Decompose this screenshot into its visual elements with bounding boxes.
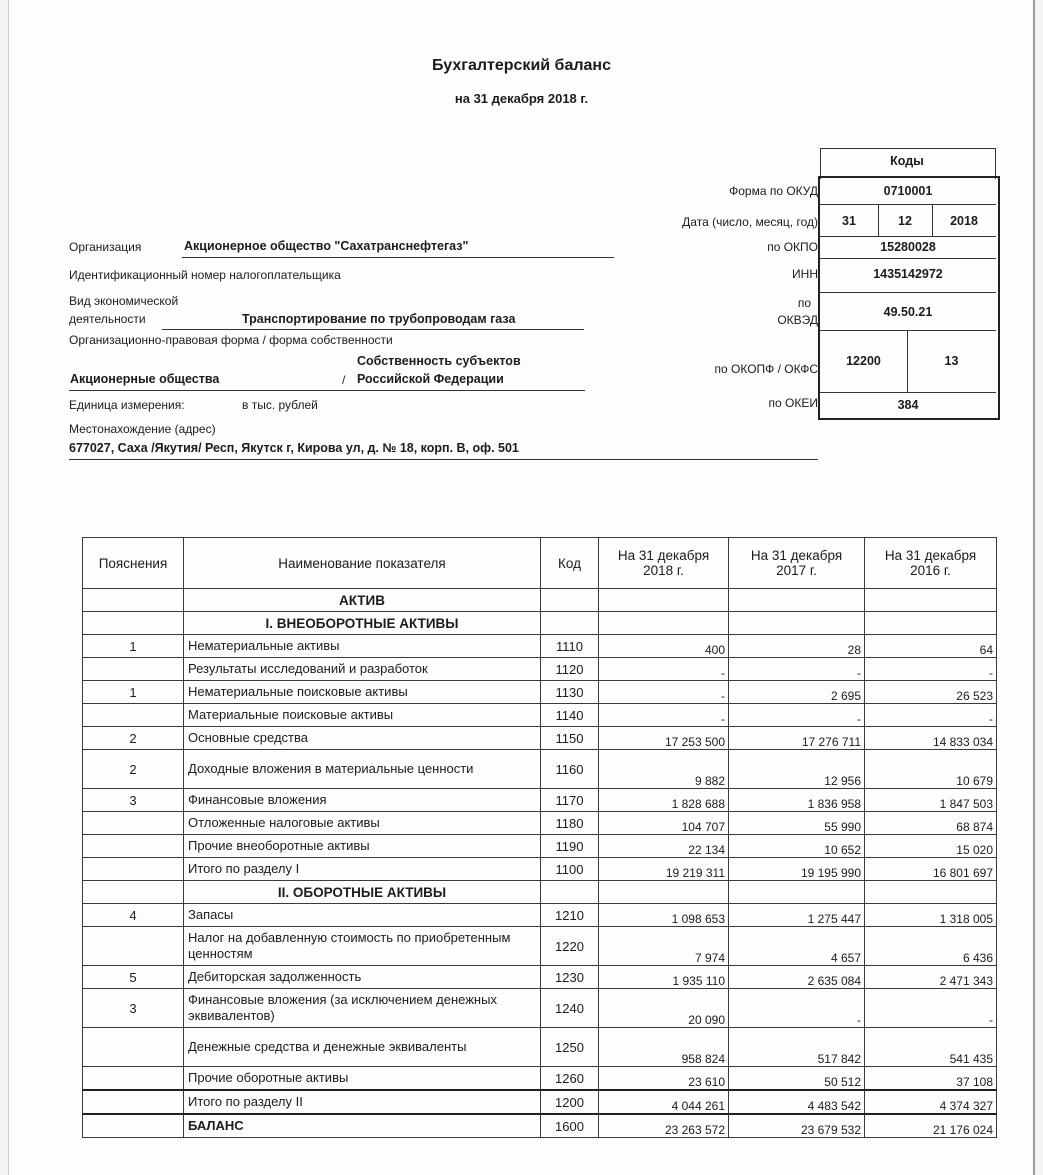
value-2016: - (865, 989, 997, 1028)
note-cell (83, 812, 184, 835)
indicator-name: Дебиторская задолженность (184, 966, 541, 989)
note-cell: 2 (83, 750, 184, 789)
table-row (83, 1028, 997, 1067)
value-2018: 23 610 (599, 1067, 729, 1091)
value-2018: 4 044 261 (599, 1090, 729, 1114)
value-2016: - (865, 658, 997, 681)
date-day: 31 (842, 214, 856, 228)
code-cell (541, 612, 599, 635)
value-2016: 4 374 327 (865, 1090, 997, 1114)
okved-value: 49.50.21 (883, 305, 933, 319)
code-cell: 1250 (541, 1028, 599, 1067)
indicator-name: Запасы (184, 904, 541, 927)
value-2017: 55 990 (729, 812, 865, 835)
table-row (83, 1114, 997, 1138)
section-row (83, 612, 997, 635)
value-2016 (865, 881, 997, 904)
note-cell (83, 835, 184, 858)
okpo-value: 15280028 (880, 240, 936, 254)
table-row (83, 750, 997, 789)
value-2017 (729, 589, 865, 612)
code-cell: 1110 (541, 635, 599, 658)
table-row (83, 858, 997, 881)
header-2016-text: 2016 г. (910, 563, 951, 578)
inn-label: Идентификационный номер налогоплательщика (69, 268, 341, 282)
value-2016: 15 020 (865, 835, 997, 858)
code-cell: 1140 (541, 704, 599, 727)
note-cell (83, 858, 184, 881)
indicator-name: БАЛАНС (184, 1114, 541, 1138)
value-2016: 64 (865, 635, 997, 658)
note-cell (83, 1028, 184, 1067)
inn-value: 1435142972 (873, 267, 943, 281)
note-cell: 5 (83, 966, 184, 989)
value-2018 (599, 589, 729, 612)
header-notes (83, 538, 184, 589)
header-notes-text: Пояснения (98, 555, 168, 571)
value-2018: 7 974 (599, 927, 729, 966)
section-row (83, 589, 997, 612)
note-cell (83, 927, 184, 966)
okfs-value: 13 (944, 354, 959, 368)
note-cell (83, 881, 184, 904)
code-cell: 1130 (541, 681, 599, 704)
address-value: 677027, Саха /Якутия/ Респ, Якутск г, Кирова ул, д. № 18, корп. В, оф. 501 (69, 441, 519, 455)
value-2017 (729, 612, 865, 635)
code-cell: 1180 (541, 812, 599, 835)
value-2016: 16 801 697 (865, 858, 997, 881)
indicator-name: Доходные вложения в материальные ценности (184, 750, 541, 789)
value-2018: 104 707 (599, 812, 729, 835)
table-row (83, 966, 997, 989)
value-2018: 400 (599, 635, 729, 658)
value-2017: - (729, 704, 865, 727)
value-2017: 12 956 (729, 750, 865, 789)
value-2018: 1 098 653 (599, 904, 729, 927)
value-2016: 541 435 (865, 1028, 997, 1067)
okved-label-2: ОКВЭД (777, 313, 818, 327)
value-2018: 19 219 311 (599, 858, 729, 881)
table-row (83, 704, 997, 727)
value-2018 (599, 881, 729, 904)
date-year: 2018 (950, 214, 978, 228)
value-2017: 50 512 (729, 1067, 865, 1091)
value-2016: 68 874 (865, 812, 997, 835)
legal-form-value: Акционерные общества (70, 372, 220, 386)
code-cell: 1150 (541, 727, 599, 750)
value-2016: 6 436 (865, 927, 997, 966)
value-2018: 1 828 688 (599, 789, 729, 812)
code-cell: 1160 (541, 750, 599, 789)
okpo-label: по ОКПО (767, 240, 818, 254)
table-row (83, 1067, 997, 1091)
value-2017: - (729, 989, 865, 1028)
header-code-text: Код (558, 555, 581, 571)
value-2018: 958 824 (599, 1028, 729, 1067)
org-name: Акционерное общество "Сахатранснефтегаз" (184, 239, 469, 253)
indicator-name: Налог на добавленную стоимость по приобретенным ценностям (184, 927, 541, 966)
document-subtitle: на 31 декабря 2018 г. (454, 91, 589, 106)
indicator-name: Прочие оборотные активы (184, 1067, 541, 1091)
indicator-name: Итого по разделу II (184, 1090, 541, 1114)
note-cell (83, 704, 184, 727)
section-title: АКТИВ (184, 589, 541, 612)
note-cell (83, 1114, 184, 1138)
code-cell: 1100 (541, 858, 599, 881)
legal-form-label: Организационно-правовая форма / форма собственности (69, 333, 393, 347)
code-cell (541, 881, 599, 904)
header-2018-text: 2018 г. (643, 563, 684, 578)
note-cell (83, 612, 184, 635)
code-cell: 1240 (541, 989, 599, 1028)
header-2018 (599, 538, 729, 589)
legal-slash: / (342, 373, 346, 387)
value-2018: - (599, 658, 729, 681)
code-cell: 1120 (541, 658, 599, 681)
value-2016 (865, 612, 997, 635)
value-2016: 1 318 005 (865, 904, 997, 927)
okopf-value: 12200 (846, 354, 881, 368)
codes-header: Коды (890, 154, 924, 168)
value-2018: - (599, 704, 729, 727)
code-cell: 1200 (541, 1090, 599, 1114)
okud-value: 0710001 (883, 184, 933, 198)
value-2017: 4 657 (729, 927, 865, 966)
indicator-name: Прочие внеоборотные активы (184, 835, 541, 858)
indicator-name: Материальные поисковые активы (184, 704, 541, 727)
value-2017: 19 195 990 (729, 858, 865, 881)
activity-value: Транспортирование по трубопроводам газа (242, 312, 516, 326)
note-cell: 1 (83, 681, 184, 704)
header-2018-text: На 31 декабря (617, 548, 710, 563)
table-row (83, 904, 997, 927)
code-cell: 1220 (541, 927, 599, 966)
value-2018: 9 882 (599, 750, 729, 789)
indicator-name: Основные средства (184, 727, 541, 750)
value-2018: 17 253 500 (599, 727, 729, 750)
value-2018: - (599, 681, 729, 704)
value-2018 (599, 612, 729, 635)
code-cell: 1260 (541, 1067, 599, 1091)
note-cell (83, 1090, 184, 1114)
note-cell: 3 (83, 789, 184, 812)
header-2017-text: На 31 декабря (750, 548, 843, 563)
note-cell: 3 (83, 989, 184, 1028)
note-cell (83, 658, 184, 681)
table-row (83, 927, 997, 966)
value-2017: 2 695 (729, 681, 865, 704)
value-2016 (865, 589, 997, 612)
note-cell: 1 (83, 635, 184, 658)
note-cell: 2 (83, 727, 184, 750)
header-indicator-name (184, 538, 541, 589)
indicator-name: Результаты исследований и разработок (184, 658, 541, 681)
unit-value: в тыс. рублей (242, 398, 318, 412)
indicator-name: Нематериальные поисковые активы (184, 681, 541, 704)
value-2018: 1 935 110 (599, 966, 729, 989)
okopf-label: по ОКОПФ / ОКФС (714, 362, 818, 376)
indicator-name: Денежные средства и денежные эквиваленты (184, 1028, 541, 1067)
table-header-row (83, 538, 997, 589)
indicator-name: Финансовые вложения (184, 789, 541, 812)
value-2018: 20 090 (599, 989, 729, 1028)
header-2017 (729, 538, 865, 589)
indicator-name: Итого по разделу I (184, 858, 541, 881)
code-cell: 1190 (541, 835, 599, 858)
document-title: Бухгалтерский баланс (432, 57, 611, 74)
table-row (83, 658, 997, 681)
section-title: II. ОБОРОТНЫЕ АКТИВЫ (184, 881, 541, 904)
value-2017 (729, 881, 865, 904)
address-label: Местонахождение (адрес) (69, 422, 216, 436)
value-2018: 23 263 572 (599, 1114, 729, 1138)
code-cell (541, 589, 599, 612)
table-row (83, 989, 997, 1028)
org-label: Организация (69, 240, 142, 254)
header-2016-text: На 31 декабря (884, 548, 977, 563)
activity-label-2: деятельности (69, 312, 146, 326)
value-2017: 1 275 447 (729, 904, 865, 927)
table-row (83, 681, 997, 704)
note-cell (83, 1067, 184, 1091)
value-2017: 10 652 (729, 835, 865, 858)
section-title: I. ВНЕОБОРОТНЫЕ АКТИВЫ (184, 612, 541, 635)
value-2016: 2 471 343 (865, 966, 997, 989)
okud-label: Форма по ОКУД (729, 184, 818, 198)
table-row (83, 727, 997, 750)
okei-label: по ОКЕИ (768, 396, 818, 410)
indicator-name: Финансовые вложения (за исключением денежных эквивалентов) (184, 989, 541, 1028)
table-row (83, 812, 997, 835)
balance-table (82, 537, 997, 1138)
code-cell: 1600 (541, 1114, 599, 1138)
value-2017: 517 842 (729, 1028, 865, 1067)
date-label: Дата (число, месяц, год) (682, 215, 818, 229)
value-2016: 1 847 503 (865, 789, 997, 812)
indicator-name: Отложенные налоговые активы (184, 812, 541, 835)
header-2017-text: 2017 г. (776, 563, 817, 578)
unit-label: Единица измерения: (69, 398, 185, 412)
value-2017: - (729, 658, 865, 681)
note-cell: 4 (83, 904, 184, 927)
header-code (541, 538, 599, 589)
okved-label-1: по (797, 296, 811, 310)
value-2016: 10 679 (865, 750, 997, 789)
code-cell: 1210 (541, 904, 599, 927)
code-cell: 1170 (541, 789, 599, 812)
value-2016: 21 176 024 (865, 1114, 997, 1138)
ownership-line-2: Российской Федерации (357, 372, 504, 386)
okei-value: 384 (897, 398, 919, 412)
note-cell (83, 589, 184, 612)
value-2017: 1 836 958 (729, 789, 865, 812)
value-2017: 28 (729, 635, 865, 658)
value-2017: 2 635 084 (729, 966, 865, 989)
value-2016: - (865, 704, 997, 727)
date-month: 12 (898, 214, 912, 228)
inn-code-label: ИНН (792, 267, 818, 281)
value-2017: 4 483 542 (729, 1090, 865, 1114)
value-2016: 14 833 034 (865, 727, 997, 750)
header-2016 (865, 538, 997, 589)
table-row (83, 635, 997, 658)
code-cell: 1230 (541, 966, 599, 989)
value-2018: 22 134 (599, 835, 729, 858)
section-row (83, 881, 997, 904)
ownership-line-1: Собственность субъектов (357, 354, 521, 368)
header-indicator-name-text: Наименование показателя (278, 555, 446, 571)
value-2017: 17 276 711 (729, 727, 865, 750)
activity-label-1: Вид экономической (69, 294, 179, 308)
table-row (83, 789, 997, 812)
table-row (83, 835, 997, 858)
indicator-name: Нематериальные активы (184, 635, 541, 658)
value-2016: 37 108 (865, 1067, 997, 1091)
value-2017: 23 679 532 (729, 1114, 865, 1138)
value-2016: 26 523 (865, 681, 997, 704)
table-row (83, 1090, 997, 1114)
